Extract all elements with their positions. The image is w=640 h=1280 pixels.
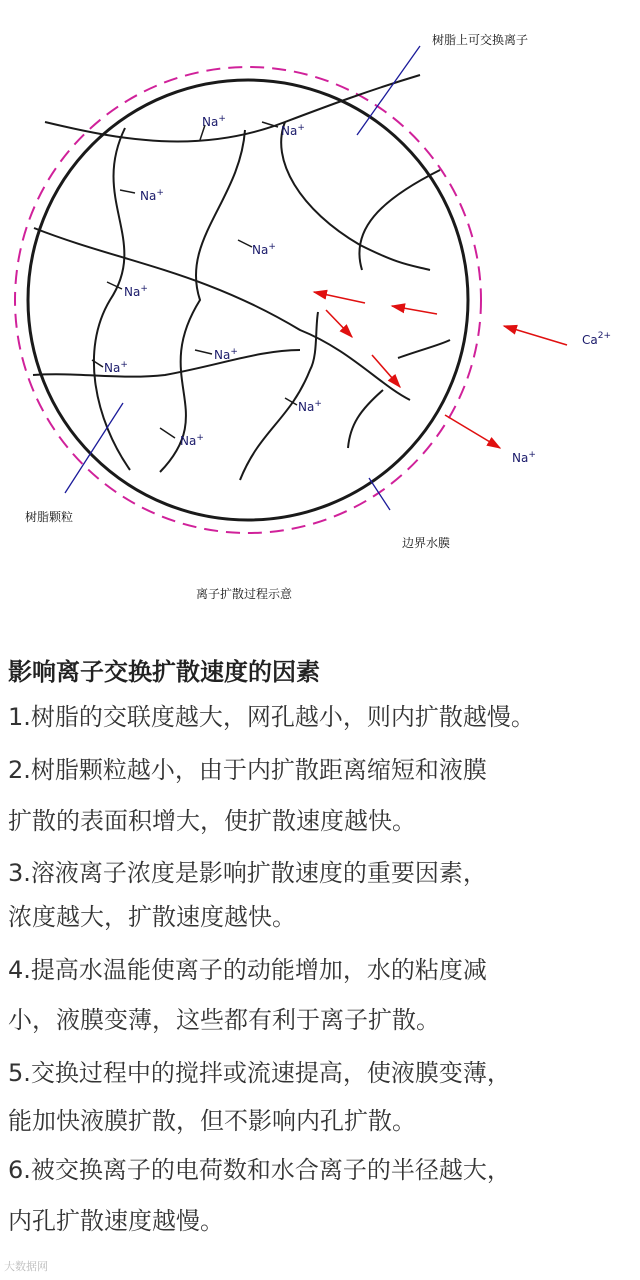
na-ion-label: Na+ [140, 188, 164, 203]
sodium-ions [104, 114, 322, 448]
article-line: 3.溶液离子浓度是影响扩散速度的重要因素， [8, 859, 487, 887]
na-ion-label: Na+ [281, 123, 305, 138]
exchange-ion-label: 树脂上可交换离子 [432, 33, 529, 47]
na-ion-label: Na+ [214, 347, 238, 362]
article-line: 能加快液膜扩散，但不影响内孔扩散。 [8, 1107, 416, 1135]
article-line: 4.提高水温能使离子的动能增加，水的粘度减 [8, 956, 487, 984]
na-ion-label: Na+ [252, 242, 276, 257]
na-ion-label: Na+ [104, 360, 128, 375]
article-heading: 影响离子交换扩散速度的因素 [8, 658, 320, 686]
na-ion-label: Na+ [298, 399, 322, 414]
resin-particle-outline [28, 80, 468, 520]
article-line: 5.交换过程中的搅拌或流速提高，使液膜变薄， [8, 1059, 511, 1087]
article-line: 浓度越大，扩散速度越快。 [8, 903, 296, 931]
article-line: 扩散的表面积增大，使扩散速度越快。 [8, 807, 416, 835]
na-ion-label: Na+ [202, 114, 226, 129]
na-ion-label: Na+ [124, 284, 148, 299]
na-ion-label: Na+ [180, 433, 204, 448]
watermark: 大数据网 [4, 1260, 48, 1273]
diffusion-arrows [314, 292, 567, 448]
article-line: 6.被交换离子的电荷数和水合离子的半径越大， [8, 1156, 511, 1184]
resin-network [33, 75, 450, 480]
resin-particle-label: 树脂颗粒 [25, 510, 74, 524]
water-film-label: 边界水膜 [402, 536, 451, 550]
calcium-ion-label: $Ca^{2+}$ [582, 331, 612, 347]
diagram-caption: 离子扩散过程示意 [196, 587, 293, 601]
article-line: 内孔扩散速度越慢。 [8, 1207, 224, 1235]
article-line: 小，液膜变薄，这些都有利于离子扩散。 [8, 1006, 440, 1034]
released-sodium-ion-label: Na+ [512, 450, 536, 465]
article-line: 1.树脂的交联度越大，网孔越小，则内扩散越慢。 [8, 703, 535, 731]
article-line: 2.树脂颗粒越小，由于内扩散距离缩短和液膜 [8, 756, 487, 784]
